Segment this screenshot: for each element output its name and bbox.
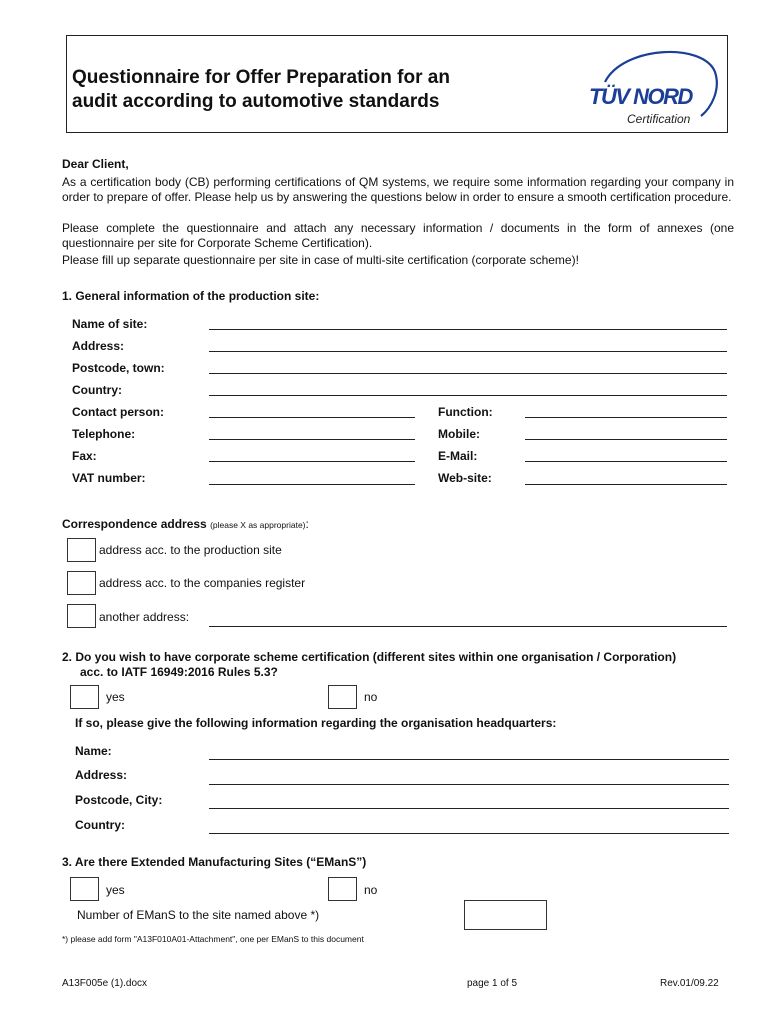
checkbox-corporate-no[interactable] xyxy=(328,685,357,709)
emans-no-label: no xyxy=(364,883,378,897)
correspondence-heading: Correspondence address xyxy=(62,517,207,531)
country-label: Country: xyxy=(72,383,122,397)
hq-postcode-label: Postcode, City: xyxy=(75,793,163,807)
contact-person-field[interactable] xyxy=(209,417,415,418)
country-field[interactable] xyxy=(209,395,727,396)
emans-number-field[interactable] xyxy=(464,900,547,930)
hq-name-label: Name: xyxy=(75,744,112,758)
hq-address-field[interactable] xyxy=(209,784,729,785)
option-companies-register-label: address acc. to the companies register xyxy=(99,576,306,590)
fax-label: Fax: xyxy=(72,449,97,463)
website-field[interactable] xyxy=(525,484,727,485)
emans-number-label: Number of EManS to the site named above *) xyxy=(77,908,320,922)
correspondence-colon: : xyxy=(305,517,309,531)
title-line-2: audit according to automotive standards xyxy=(72,91,440,112)
function-field[interactable] xyxy=(525,417,727,418)
name-of-site-field[interactable] xyxy=(209,329,727,330)
intro-paragraph-1: As a certification body (CB) performing certifications of QM systems, we require some information regarding your company in order to prepare of offer. Please help us by answering the questions below in order to ensure a smooth certification procedure. xyxy=(62,175,734,204)
another-address-field[interactable] xyxy=(209,626,727,627)
contact-person-label: Contact person: xyxy=(72,405,165,419)
footnote: *) please add form "A13F010A01-Attachment", one per EManS to this document xyxy=(62,934,364,944)
vat-number-field[interactable] xyxy=(209,484,415,485)
email-label: E-Mail: xyxy=(438,449,478,463)
logo-subtitle: Certification xyxy=(627,112,691,126)
section-2-heading-line-2: acc. to IATF 16949:2016 Rules 5.3? xyxy=(80,665,278,679)
hq-country-label: Country: xyxy=(75,818,125,832)
footer-page-number: page 1 of 5 xyxy=(467,978,518,989)
headquarters-instruction: If so, please give the following information regarding the organisation headquarters: xyxy=(75,716,557,730)
section-3-heading: 3. Are there Extended Manufacturing Sites (“EManS”) xyxy=(62,855,367,869)
section-1-heading: 1. General information of the production site: xyxy=(62,289,320,303)
name-of-site-label: Name of site: xyxy=(72,317,148,331)
address-label: Address: xyxy=(72,339,125,353)
hq-country-field[interactable] xyxy=(209,833,729,834)
title-line-1: Questionnaire for Offer Preparation for an xyxy=(72,67,450,88)
mobile-label: Mobile: xyxy=(438,427,480,441)
hq-address-label: Address: xyxy=(75,768,128,782)
hq-postcode-field[interactable] xyxy=(209,808,729,809)
footer-filename: A13F005e (1).docx xyxy=(62,978,148,989)
correspondence-heading-row xyxy=(62,517,309,531)
checkbox-production-site[interactable] xyxy=(67,538,96,562)
hq-name-field[interactable] xyxy=(209,759,729,760)
footer-revision: Rev.01/09.22 xyxy=(660,978,719,989)
corporate-yes-label: yes xyxy=(106,690,125,704)
mobile-field[interactable] xyxy=(525,439,727,440)
checkbox-companies-register[interactable] xyxy=(67,571,96,595)
page-title xyxy=(72,66,450,114)
checkbox-emans-yes[interactable] xyxy=(70,877,99,901)
emans-yes-label: yes xyxy=(106,883,125,897)
telephone-label: Telephone: xyxy=(72,427,136,441)
checkbox-another-address[interactable] xyxy=(67,604,96,628)
website-label: Web-site: xyxy=(438,471,492,485)
header-box xyxy=(66,35,728,133)
vat-number-label: VAT number: xyxy=(72,471,146,485)
option-production-site-label: address acc. to the production site xyxy=(99,543,282,557)
correspondence-note: (please X as appropriate) xyxy=(210,520,306,530)
address-field[interactable] xyxy=(209,351,727,352)
greeting: Dear Client, xyxy=(62,157,129,171)
fax-field[interactable] xyxy=(209,461,415,462)
intro-paragraph-3: Please fill up separate questionnaire per site in case of multi-site certification (corporate scheme)! xyxy=(62,253,579,267)
telephone-field[interactable] xyxy=(209,439,415,440)
checkbox-emans-no[interactable] xyxy=(328,877,357,901)
section-2-heading-line-1: 2. Do you wish to have corporate scheme certification (different sites within one organisation / Corporation) xyxy=(62,650,677,664)
option-another-address-label: another address: xyxy=(99,610,190,624)
email-field[interactable] xyxy=(525,461,727,462)
logo-text: TÜV NORD xyxy=(589,84,692,109)
corporate-no-label: no xyxy=(364,690,378,704)
postcode-town-label: Postcode, town: xyxy=(72,361,165,375)
intro-paragraph-2: Please complete the questionnaire and attach any necessary information / documents in the form of annexes (one questionnaire per site for Corporate Scheme Certification). xyxy=(62,221,734,250)
function-label: Function: xyxy=(438,405,493,419)
postcode-town-field[interactable] xyxy=(209,373,727,374)
checkbox-corporate-yes[interactable] xyxy=(70,685,99,709)
